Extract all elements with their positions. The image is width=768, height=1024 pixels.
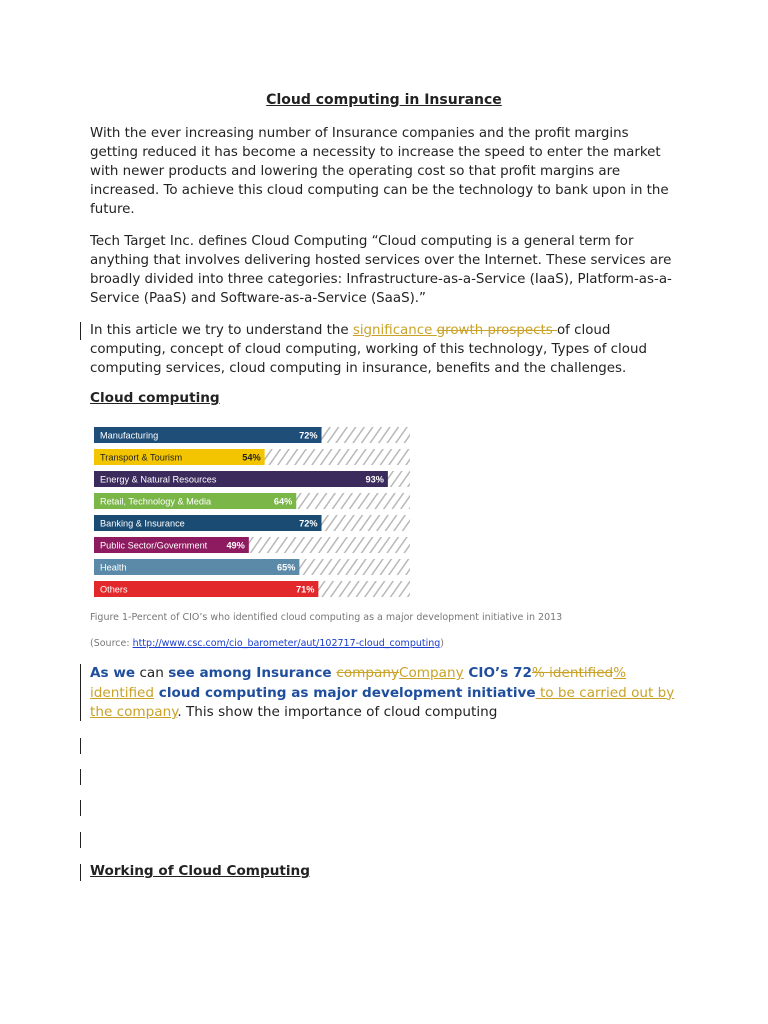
change-bar (80, 800, 81, 816)
change-bar (80, 664, 81, 721)
category-label: Retail, Technology & Media (100, 496, 212, 507)
text-run: cloud computing as major development initiative (154, 684, 536, 701)
intro-paragraph: With the ever increasing number of Insurance companies and the profit margins getting reduced it has become a necessity to increase the speed to enter the market with newer products and lowering the operating cost so that profit margins are increased. To achieve this cloud computing can be the technology to bank upon in the future. (90, 126, 669, 217)
change-bar (80, 738, 81, 754)
change-bar (80, 832, 81, 848)
category-label: Manufacturing (100, 430, 159, 441)
category-label: Health (100, 562, 127, 573)
change-bar (80, 322, 81, 340)
tracked-insertion[interactable]: % identified (90, 665, 627, 701)
tracked-deletion[interactable]: % identified (531, 665, 614, 681)
text-run: . This show the importance of cloud computing (177, 704, 498, 720)
category-label: Energy & Natural Resources (100, 474, 217, 485)
category-label: Transport & Tourism (100, 452, 183, 463)
text-run: CIO’s (463, 665, 513, 681)
definition-paragraph: Tech Target Inc. defines Cloud Computing “Cloud computing is a general term for anything that involves delivering hosted services over the Internet. These services are broadly divided into three categories: Infrastructure-as-a-Service (IaaS), Platform-as-a-Service (PaaS) and Software-as-a-Service (SaaS).” (90, 234, 672, 306)
section-heading-cloud-computing: Cloud computing (90, 390, 220, 406)
source-link[interactable]: http://www.csc.com/cio_barometer/aut/102717-cloud_computing (132, 638, 441, 649)
value-label: 64% (273, 496, 293, 507)
figure-source (90, 638, 444, 649)
change-bar (80, 864, 81, 881)
document-title: Cloud computing in Insurance (266, 92, 502, 108)
category-label: Others (100, 584, 128, 595)
insurance-cio-paragraph (90, 664, 690, 723)
text-run: As we (90, 665, 136, 681)
section-heading-working: Working of Cloud Computing (90, 863, 310, 879)
text-run: 72 (512, 665, 532, 681)
value-label: 71% (295, 584, 315, 595)
tracked-insertion[interactable]: to be carried out by the company (90, 684, 675, 720)
chart-canvas (92, 424, 412, 598)
cloud-adoption-bar-chart (92, 424, 412, 598)
tracked-deletion[interactable]: company (336, 665, 399, 681)
category-label: Public Sector/Government (100, 540, 208, 551)
text-run: can (135, 665, 169, 681)
value-label: 65% (277, 562, 296, 573)
value-label: 54% (242, 452, 261, 463)
bar-others (94, 581, 318, 597)
text-run: see among Insurance (168, 665, 337, 681)
value-label: 72% (299, 518, 318, 529)
value-label: 49% (226, 540, 245, 551)
value-label: 93% (365, 474, 384, 485)
category-label: Banking & Insurance (100, 518, 185, 529)
tracked-insertion[interactable]: significance (352, 323, 437, 338)
tracked-deletion[interactable]: growth prospects (436, 323, 557, 338)
article-scope-paragraph (90, 321, 680, 378)
tracked-insertion[interactable]: Company (399, 665, 464, 681)
value-label: 72% (299, 430, 318, 441)
source-suffix: ) (440, 638, 445, 649)
text-run: of cloud computing, concept of cloud computing, working of this technology, Types of cloud computing services, cloud computing in insurance, benefits and the challenges. (90, 323, 647, 376)
text-run: In this article we try to understand the (90, 323, 353, 338)
source-prefix: (Source: (90, 638, 133, 649)
figure-caption: Figure 1-Percent of CIO’s who identified cloud computing as a major development initiative in 2013 (90, 612, 563, 623)
change-bar (80, 769, 81, 785)
